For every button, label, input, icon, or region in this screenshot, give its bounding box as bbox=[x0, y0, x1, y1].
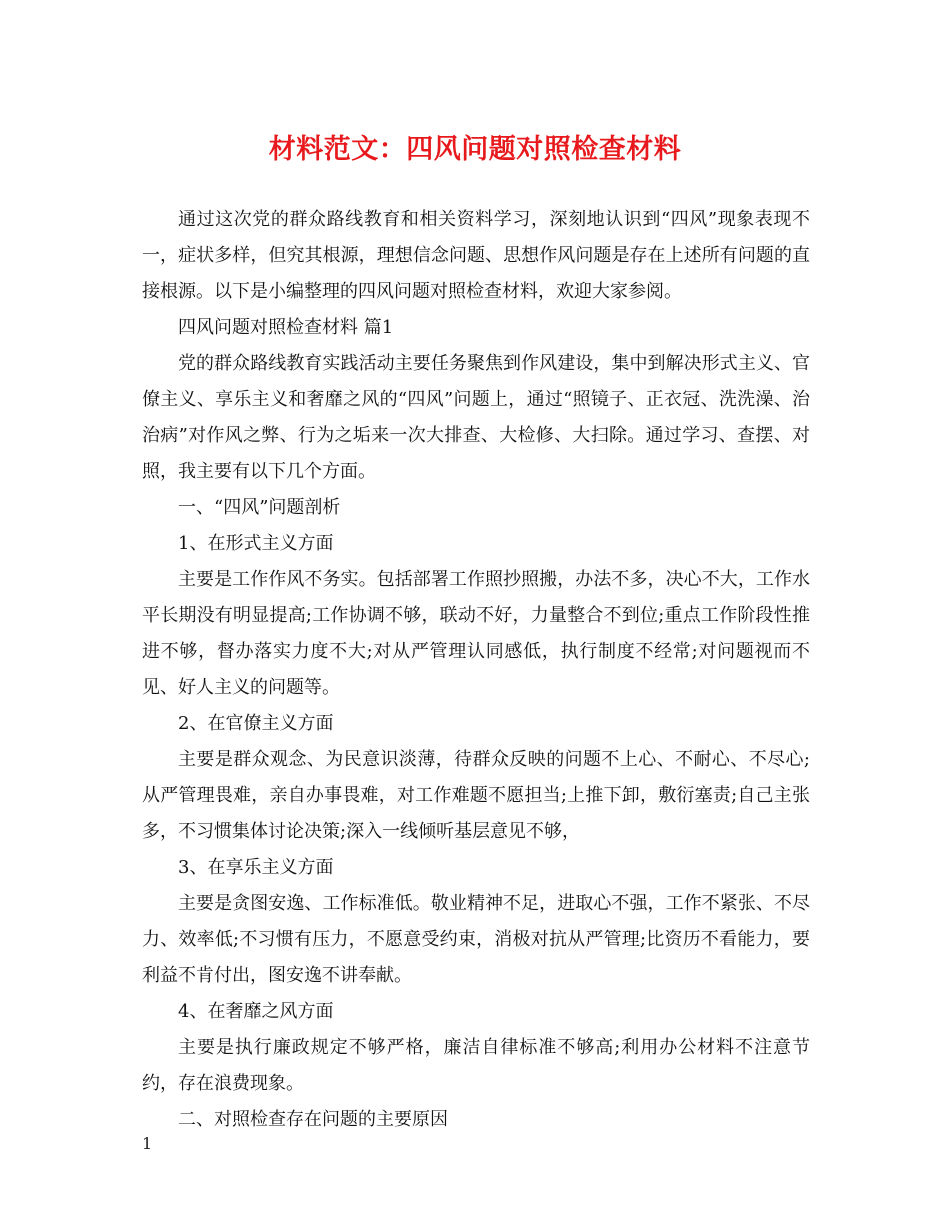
paragraph-hedonism: 主要是贪图安逸、工作标准低。敬业精神不足，进取心不强，工作不紧张、不尽力、效率低;不习惯有压力，不愿意受约束，消极对抗从严管理;比资历不看能力，要利益不肯付出，图安逸不讲奉献。 bbox=[142, 893, 810, 986]
heading-four-winds-analysis: 一、“四风”问题剖析 bbox=[178, 497, 341, 518]
paragraph-intro: 通过这次党的群众路线教育和相关资料学习，深刻地认识到“四风”现象表现不一，症状多样，但究其根源，理想信念问题、思想作风问题是存在上述所有问题的直接根源。以下是小编整理的四风问题对照检查材料，欢迎大家参阅。 bbox=[142, 209, 810, 302]
heading-formalism: 1、在形式主义方面 bbox=[178, 533, 334, 554]
heading-extravagance: 4、在奢靡之风方面 bbox=[178, 1001, 334, 1022]
page-number: 1 bbox=[142, 1134, 153, 1153]
heading-bureaucratism: 2、在官僚主义方面 bbox=[178, 713, 334, 734]
document-body bbox=[142, 202, 810, 1138]
paragraph-formalism: 主要是工作作风不务实。包括部署工作照抄照搬，办法不多，决心不大，工作水平长期没有明显提高;工作协调不够，联动不好，力量整合不到位;重点工作阶段性推进不够，督办落实力度不大;对从严管理认同感低，执行制度不经常;对问题视而不见、好人主义的问题等。 bbox=[142, 569, 810, 698]
heading-root-causes: 二、对照检查存在问题的主要原因 bbox=[178, 1109, 448, 1130]
heading-hedonism: 3、在享乐主义方面 bbox=[178, 857, 334, 878]
paragraph-overview: 党的群众路线教育实践活动主要任务聚焦到作风建设，集中到解决形式主义、官僚主义、享乐主义和奢靡之风的“四风”问题上，通过“照镜子、正衣冠、洗洗澡、治治病”对作风之弊、行为之垢来一次大排查、大检修、大扫除。通过学习、查摆、对照，我主要有以下几个方面。 bbox=[142, 353, 810, 482]
section-heading-part-1: 四风问题对照检查材料 篇1 bbox=[178, 317, 394, 338]
document-title: 材料范文：四风问题对照检查材料 bbox=[268, 134, 682, 165]
paragraph-extravagance: 主要是执行廉政规定不够严格，廉洁自律标准不够高;利用办公材料不注意节约，存在浪费现象。 bbox=[142, 1037, 810, 1094]
paragraph-bureaucratism: 主要是群众观念、为民意识淡薄，待群众反映的问题不上心、不耐心、不尽心;从严管理畏难，亲自办事畏难，对工作难题不愿担当;上推下卸，敷衍塞责;自己主张多，不习惯集体讨论决策;深入一线倾听基层意见不够， bbox=[142, 749, 810, 842]
